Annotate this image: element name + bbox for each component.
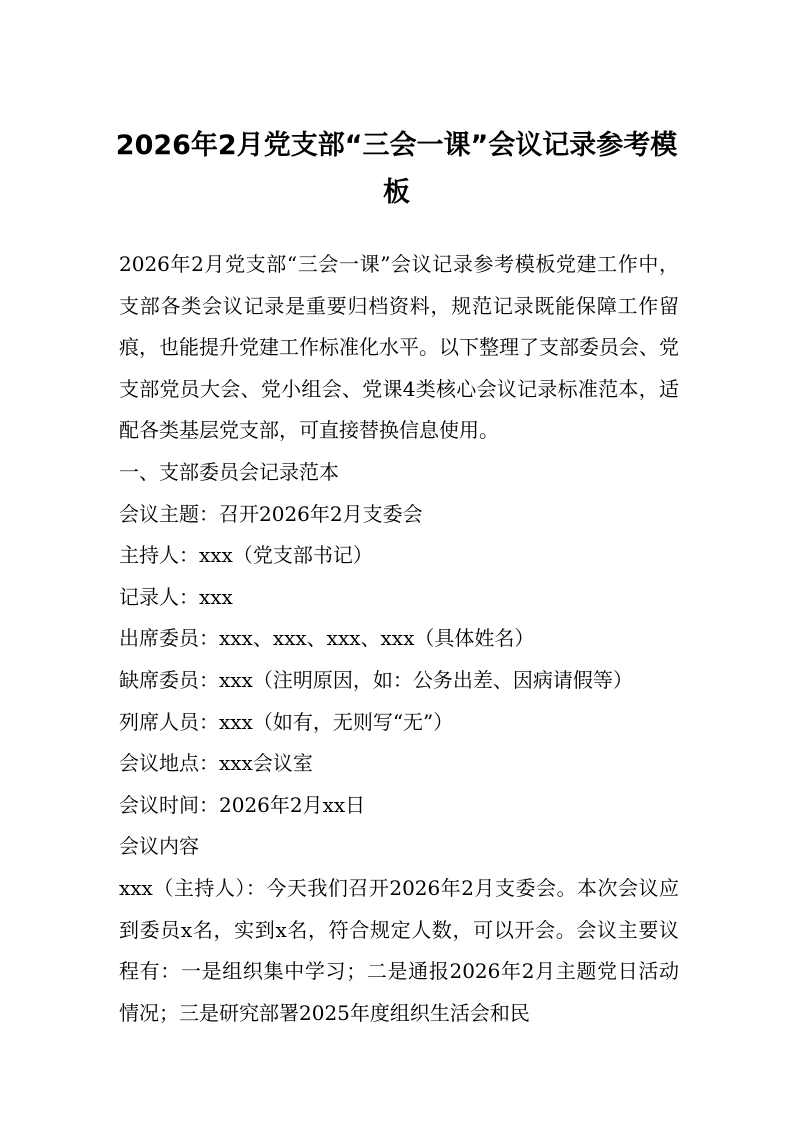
absentees-line: 缺席委员：xxx（注明原因，如：公务出差、因病请假等） — [119, 667, 633, 692]
attendees-line: 出席委员：xxx、xxx、xxx、xxx（具体姓名） — [119, 626, 535, 651]
time-line: 会议时间：2026年2月xx日 — [119, 792, 366, 817]
section-heading: 一、支部委员会记录范本 — [119, 459, 339, 484]
document-body — [119, 244, 679, 1034]
host-line: 主持人：xxx（党支部书记） — [119, 543, 373, 568]
content-paragraph: xxx（主持人）：今天我们召开2026年2月支委会。本次会议应到委员x名，实到x名，符合规定人数，可以开会。会议主要议程有：一是组织集中学习；二是通报2026年2月主题党日活动情况；三是研究部署2025年度组织生活会和民 — [119, 875, 679, 1025]
location-line: 会议地点：xxx会议室 — [119, 751, 313, 776]
recorder-line: 记录人：xxx — [119, 584, 233, 609]
intro-paragraph: 2026年2月党支部“三会一课”会议记录参考模板党建工作中，支部各类会议记录是重要归档资料，规范记录既能保障工作留痕，也能提升党建工作标准化水平。以下整理了支部委员会、党支部党员大会、党小组会、党课4类核心会议记录标准范本，适配各类基层党支部，可直接替换信息使用。 — [119, 252, 679, 443]
content-heading: 会议内容 — [119, 834, 199, 859]
observers-line: 列席人员：xxx（如有，无则写“无”） — [119, 709, 454, 734]
meeting-topic-line: 会议主题：召开2026年2月支委会 — [119, 501, 423, 526]
document-title: 2026年2月党支部“三会一课”会议记录参考模板 — [115, 130, 678, 208]
